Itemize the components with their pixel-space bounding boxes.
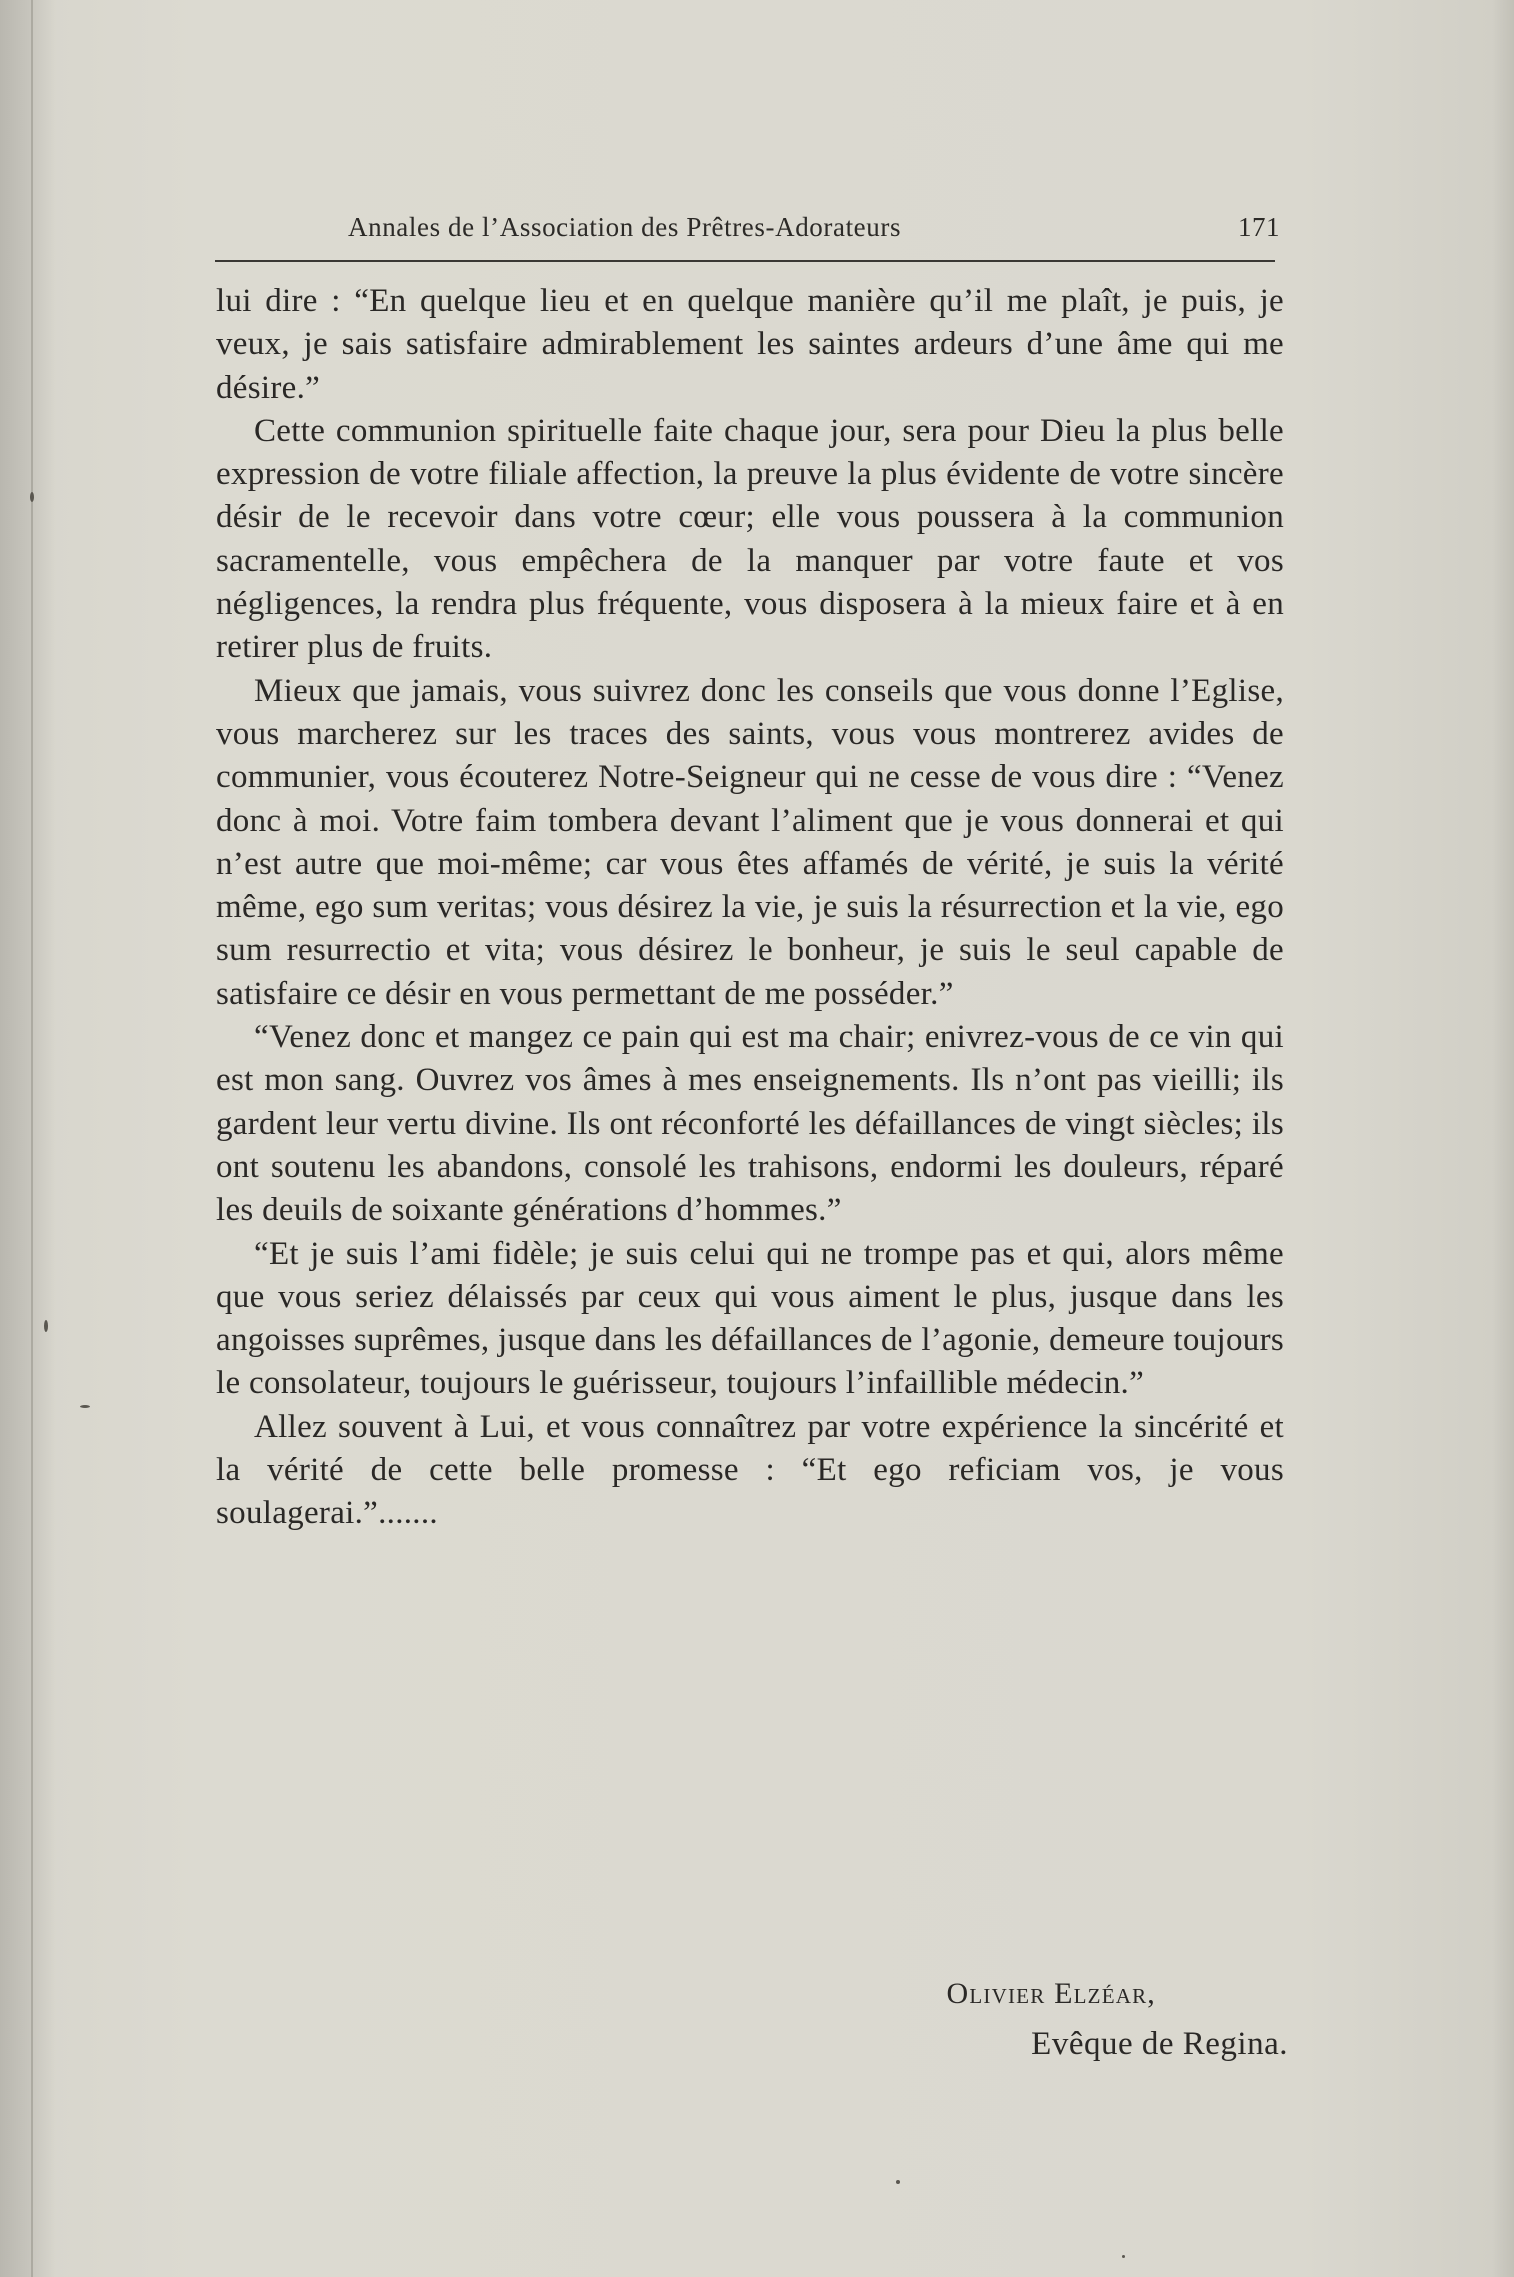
paper-speck	[896, 2180, 900, 2184]
page-right-edge-shadow	[1492, 0, 1514, 2277]
paragraph-5: “Et je suis l’ami fidèle; je suis celui qui ne trompe pas et qui, alors même que vous seriez délaissés par ceux qui vous aiment le plus, jusque dans les angoisses suprêmes, jusque dans les défaillances de l’agonie, demeure toujours le consolateur, toujours le guérisseur, toujours l’infaillible médecin.”	[216, 1235, 1284, 1402]
page-binding-shadow	[0, 0, 56, 2277]
paragraph-1: lui dire : “En quelque lieu et en quelque manière qu’il me plaît, je puis, je veux, je sais satisfaire admirablement les saintes ardeurs d’une âme qui me désire.”	[216, 283, 1284, 406]
paper-speck	[80, 1405, 90, 1408]
paragraph-6: Allez souvent à Lui, et vous connaîtrez par votre expérience la sincérité et la vérité de cette belle promesse : “Et ego reficiam vos, je vous soulagerai.”.......	[216, 1408, 1284, 1532]
page-binding-crease	[31, 0, 33, 2277]
paper-speck	[30, 492, 34, 502]
signature-author: Olivier Elzéar,	[946, 1977, 1156, 2010]
paragraph-4: “Venez donc et mangez ce pain qui est ma chair; enivrez-vous de ce vin qui est mon sang. Ouvrez vos âmes à mes enseignements. Ils n’ont pas vieilli; ils gardent leur vertu divine. Ils ont réconforté les défaillances de vingt siècles; ils ont soutenu les abandons, consolé les trahisons, endormi les douleurs, réparé les deuils de soixante générations d’hommes.”	[216, 1019, 1284, 1229]
page-number: 171	[1238, 212, 1280, 242]
signature-role: Evêque de Regina.	[1031, 2026, 1288, 2062]
article-body	[216, 280, 1284, 1536]
signature-block	[216, 1970, 1288, 2070]
running-title: Annales de l’Association des Prêtres-Adorateurs	[348, 212, 902, 242]
running-header	[215, 208, 1280, 258]
header-rule	[215, 260, 1275, 262]
paper-speck	[1122, 2255, 1125, 2258]
paper-speck	[44, 1320, 48, 1332]
paragraph-3: Mieux que jamais, vous suivrez donc les conseils que vous donne l’Eglise, vous marcherez sur les traces des saints, vous vous montrerez avides de communier, vous écouterez Notre-Seigneur qui ne cesse de vous dire : “Venez donc à moi. Votre faim tombera devant l’aliment que je vous donnerai et qui n’est autre que moi-même; car vous êtes affamés de vérité, je suis la vérité même, ego sum veritas; vous désirez la vie, je suis la résurrection et la vie, ego sum resurrectio et vita; vous désirez le bonheur, je suis le seul capable de satisfaire ce désir en vous permettant de me posséder.”	[216, 672, 1284, 1012]
paragraph-2: Cette communion spirituelle faite chaque jour, sera pour Dieu la plus belle expression de votre filiale affection, la preuve la plus évidente de votre sincère désir de le recevoir dans votre cœur; elle vous poussera à la communion sacramentelle, vous empêchera de la manquer par votre faute et vos négligences, la rendra plus fréquente, vous disposera à la mieux faire et à en retirer plus de fruits.	[216, 412, 1284, 666]
